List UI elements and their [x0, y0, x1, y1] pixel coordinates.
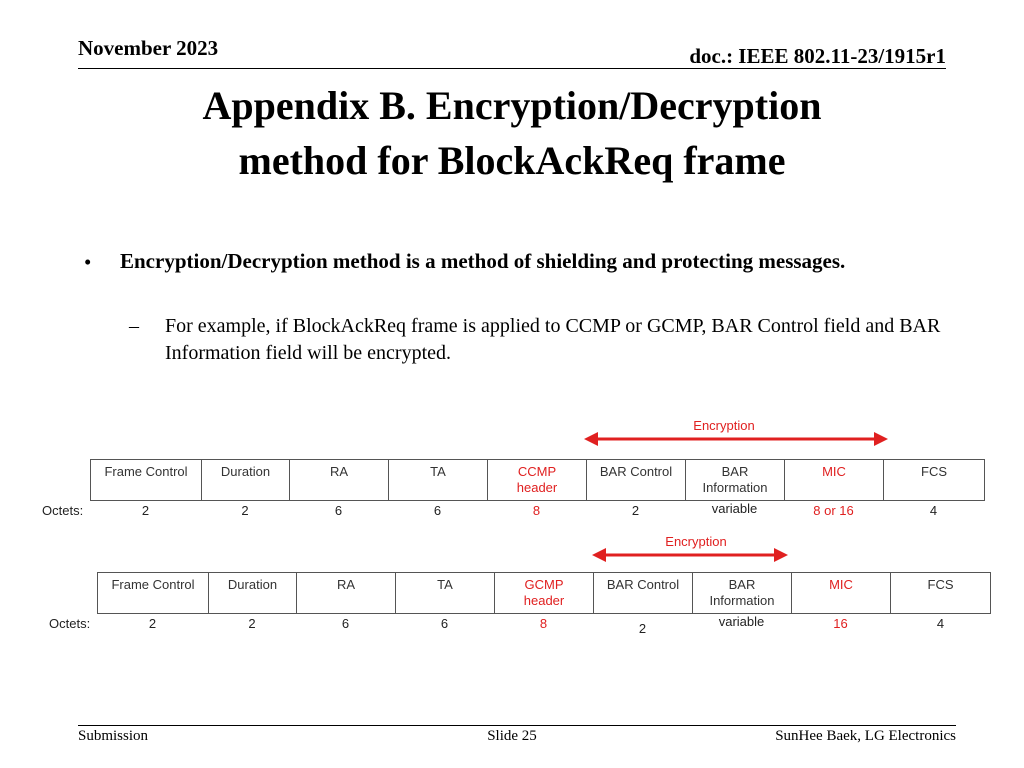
- octet-value: 6: [334, 503, 343, 518]
- field-name: RA: [329, 464, 349, 479]
- octet-value: 4: [929, 503, 938, 518]
- field-name-line2: header: [523, 593, 565, 608]
- field-cell: [884, 460, 985, 501]
- field-name: TA: [437, 577, 453, 592]
- field-cell: [98, 573, 209, 614]
- octet-value: 2: [141, 503, 150, 518]
- footer-submission: Submission: [78, 728, 149, 744]
- field-cell: [202, 460, 290, 501]
- title-line-2: method for BlockAckReq frame: [238, 138, 786, 183]
- field-name: BAR: [721, 464, 749, 479]
- field-cell: [891, 573, 991, 614]
- sub-bullet-text: For example, if BlockAckReq frame is applied to CCMP or GCMP, BAR Control field and BAR Information field will be encrypted.: [165, 315, 941, 364]
- bullet-marker: •: [84, 250, 92, 274]
- bullet-text: Encryption/Decryption method is a method of shielding and protecting messages.: [120, 249, 846, 273]
- encryption-label: Encryption: [665, 534, 727, 549]
- field-cell: [686, 460, 785, 501]
- header-doc-id: doc.: IEEE 802.11-23/1915r1: [689, 44, 946, 68]
- octet-value: 8: [539, 616, 548, 631]
- field-name-line2: Information: [709, 593, 775, 608]
- octets-label: Octets:: [49, 616, 91, 631]
- field-cell: [587, 460, 686, 501]
- field-name: Frame Control: [111, 577, 195, 592]
- field-name: TA: [430, 464, 446, 479]
- field-name: CCMP: [517, 464, 557, 479]
- field-name: MIC: [829, 577, 853, 592]
- field-name: RA: [336, 577, 356, 592]
- field-cell: [693, 573, 792, 614]
- field-cell: [297, 573, 396, 614]
- octet-value: 8: [532, 503, 541, 518]
- title-line-1: Appendix B. Encryption/Decryption: [202, 83, 822, 128]
- octet-value: 6: [440, 616, 449, 631]
- octet-value: 2: [148, 616, 157, 631]
- octet-value: 16: [833, 616, 848, 631]
- field-name: Frame Control: [104, 464, 188, 479]
- encryption-arrow: [584, 430, 888, 448]
- field-cell: [792, 573, 891, 614]
- field-name: GCMP: [524, 577, 564, 592]
- octet-value: 2: [248, 616, 256, 631]
- field-name: MIC: [822, 464, 846, 479]
- field-cell: [495, 573, 594, 614]
- octet-value: 2: [631, 503, 640, 518]
- field-cell: [488, 460, 587, 501]
- footer-divider: [78, 725, 956, 726]
- field-name-line2: Information: [702, 480, 768, 495]
- field-name: Duration: [227, 577, 278, 592]
- field-name: FCS: [927, 577, 954, 592]
- footer-slide-number: Slide 25: [487, 728, 537, 744]
- octet-value: 4: [936, 616, 945, 631]
- field-name: BAR Control: [606, 577, 680, 592]
- octet-value: 2: [638, 621, 647, 636]
- field-name: FCS: [921, 464, 947, 479]
- field-name: BAR: [728, 577, 756, 592]
- octet-value: variable: [718, 614, 765, 629]
- field-name: Duration: [220, 464, 271, 479]
- octet-value: 6: [341, 616, 350, 631]
- field-name: BAR Control: [599, 464, 673, 479]
- sub-bullet-marker: –: [129, 315, 139, 337]
- field-cell: [389, 460, 488, 501]
- encryption-label: Encryption: [693, 418, 755, 433]
- footer-author: SunHee Baek, LG Electronics: [775, 728, 956, 744]
- frame-fields-row: [97, 572, 991, 614]
- field-name-line2: header: [516, 480, 558, 495]
- octet-value: 2: [241, 503, 249, 518]
- octets-label: Octets:: [42, 503, 84, 518]
- header-divider: [78, 68, 946, 69]
- field-cell: [785, 460, 884, 501]
- field-cell: [209, 573, 297, 614]
- field-cell: [290, 460, 389, 501]
- field-cell: [396, 573, 495, 614]
- octet-value: variable: [711, 501, 758, 516]
- header-date: November 2023: [78, 36, 219, 60]
- octet-value: 6: [433, 503, 442, 518]
- frame-fields-row: [90, 459, 985, 501]
- octet-value: 8 or 16: [813, 503, 854, 518]
- field-cell: [91, 460, 202, 501]
- encryption-arrow: [592, 546, 788, 564]
- slide-title: [0, 78, 1024, 188]
- field-cell: [594, 573, 693, 614]
